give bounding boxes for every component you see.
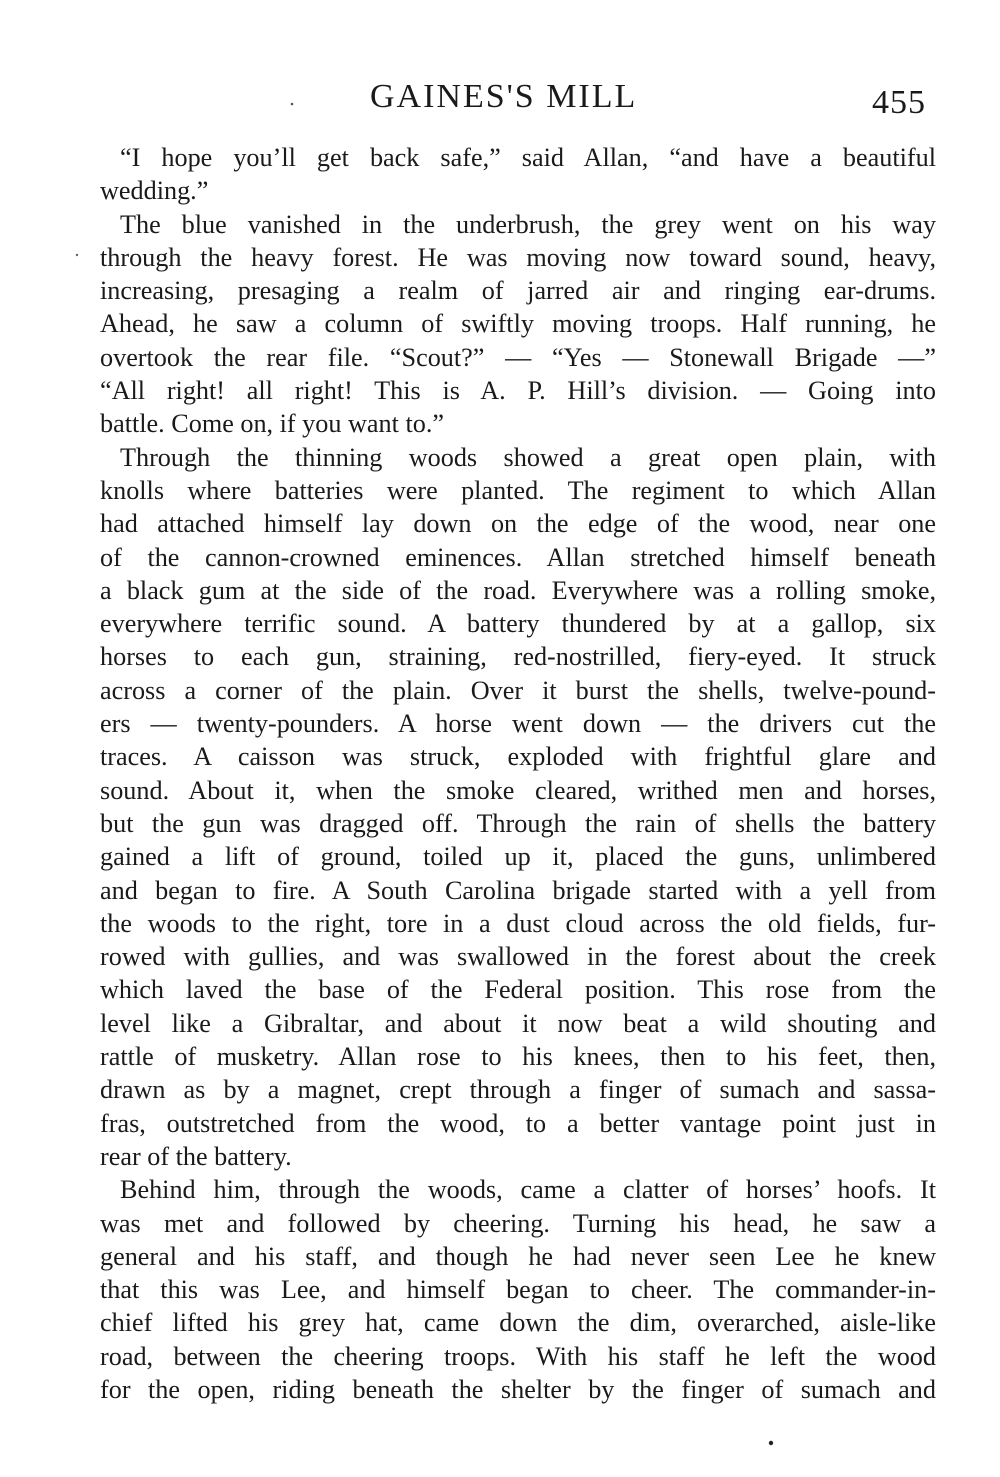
paragraph — [100, 141, 936, 208]
text-line: horses to each gun, straining, red-nostrilled, fiery-eyed. It struck — [100, 642, 936, 672]
text-line: for the open, riding beneath the shelter by the finger of sumach and — [100, 1374, 936, 1404]
body-text — [100, 141, 936, 1406]
text-line: increasing, presaging a realm of jarred air and ringing ear-drums. — [100, 276, 936, 306]
text-line: gained a lift of ground, toiled up it, placed the guns, unlimbered — [100, 842, 936, 872]
ink-speck — [76, 254, 78, 256]
text-line: road, between the cheering troops. With his staff he left the wood — [100, 1341, 936, 1371]
paragraph — [100, 441, 936, 1174]
text-line: had attached himself lay down on the edge of the wood, near one — [100, 509, 936, 539]
paragraph — [100, 208, 936, 441]
text-line: The blue vanished in the underbrush, the grey went on his way — [120, 209, 936, 239]
text-line: was met and followed by cheering. Turning his head, he saw a — [100, 1208, 936, 1238]
text-line: rear of the battery. — [100, 1141, 292, 1171]
text-line: overtook the rear file. “Scout?” — “Yes — Stonewall Brigade —” — [100, 342, 936, 372]
text-line: a black gum at the side of the road. Everywhere was a rolling smoke, — [100, 575, 936, 605]
running-head — [0, 72, 1000, 122]
text-line: sound. About it, when the smoke cleared, writhed men and horses, — [100, 775, 936, 805]
text-line: of the cannon-crowned eminences. Allan stretched himself beneath — [100, 542, 936, 572]
page-number: 455 — [872, 84, 926, 121]
text-line: the woods to the right, tore in a dust cloud across the old fields, fur- — [100, 908, 936, 938]
text-line: rattle of musketry. Allan rose to his knees, then to his feet, then, — [100, 1042, 936, 1072]
text-line: general and his staff, and though he had never seen Lee he knew — [100, 1241, 936, 1271]
text-line: level like a Gibraltar, and about it now beat a wild shouting and — [100, 1008, 936, 1038]
text-line: across a corner of the plain. Over it burst the shells, twelve-pound- — [100, 675, 936, 705]
text-line: but the gun was dragged off. Through the rain of shells the battery — [100, 808, 936, 838]
ink-speck — [769, 1441, 773, 1445]
text-line: “I hope you’ll get back safe,” said Allan, “and have a beautiful — [120, 143, 936, 172]
text-line: fras, outstretched from the wood, to a better vantage point just in — [100, 1108, 936, 1138]
text-line: through the heavy forest. He was moving now toward sound, heavy, — [100, 242, 936, 272]
text-line: Behind him, through the woods, came a clatter of horses’ hoofs. It — [120, 1175, 936, 1205]
text-line: drawn as by a magnet, crept through a finger of sumach and sassa- — [100, 1075, 936, 1105]
text-line: Through the thinning woods showed a great open plain, with — [120, 442, 936, 472]
text-line: Ahead, he saw a column of swiftly moving troops. Half running, he — [100, 309, 936, 339]
text-line: and began to fire. A South Carolina brigade started with a yell from — [100, 875, 936, 905]
text-line: traces. A caisson was struck, exploded with frightful glare and — [100, 742, 936, 772]
text-line: ers — twenty-pounders. A horse went down — the drivers cut the — [100, 709, 936, 739]
text-line: chief lifted his grey hat, came down the dim, overarched, aisle-like — [100, 1308, 936, 1338]
chapter-title: GAINES'S MILL — [370, 78, 638, 115]
text-line: that this was Lee, and himself began to cheer. The commander-in- — [100, 1275, 936, 1305]
text-line: everywhere terrific sound. A battery thundered by at a gallop, six — [100, 609, 936, 639]
text-line: which laved the base of the Federal position. This rose from the — [100, 975, 936, 1005]
text-line: battle. Come on, if you want to.” — [100, 409, 445, 439]
paragraph — [100, 1173, 936, 1406]
text-line: wedding.” — [100, 176, 209, 206]
text-line: “All right! all right! This is A. P. Hill’s division. — Going into — [100, 376, 936, 406]
text-line: knolls where batteries were planted. The regiment to which Allan — [100, 475, 936, 505]
text-line: rowed with gullies, and was swallowed in the forest about the creek — [100, 942, 936, 972]
